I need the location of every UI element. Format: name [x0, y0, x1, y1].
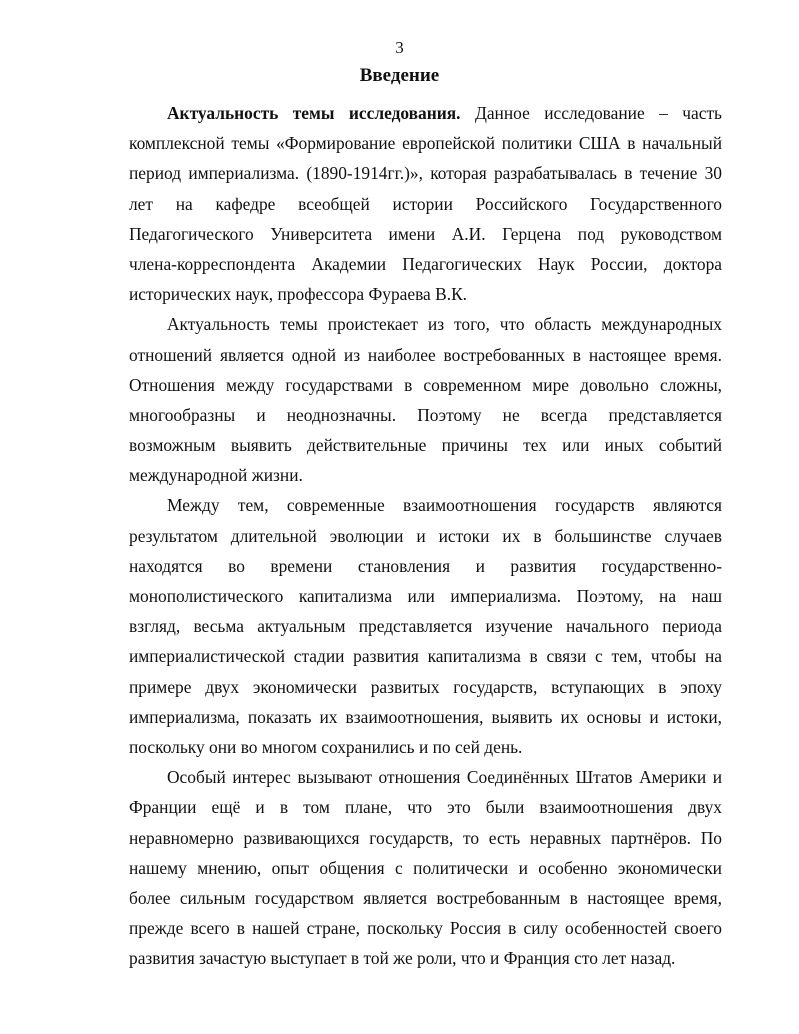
paragraph-line: члена-корреспондента Академии Педагогических Наук России, доктора — [129, 253, 722, 274]
paragraph-line: неравномерно развивающихся государств, то есть неравных партнёров. По — [129, 827, 722, 848]
paragraph-line: Особый интерес вызывают отношения Соединённых Штатов Америки и — [167, 767, 722, 788]
paragraph-line: исторических наук, профессора Фураева В.К. — [129, 284, 468, 305]
paragraph-line: Актуальность темы проистекает из того, что область международных — [167, 314, 722, 335]
paragraph-line: находятся во времени становления и развития государственно- — [129, 555, 722, 576]
paragraph-line: взгляд, весьма актуальным представляется изучение начального периода — [129, 616, 722, 637]
paragraph-line: лет на кафедре всеобщей истории Российского Государственного — [129, 193, 722, 214]
paragraph-line: результатом длительной эволюции и истоки их в большинстве случаев — [129, 525, 722, 546]
paragraph-line: Отношения между государствами в современном мире довольно сложны, — [129, 374, 722, 395]
paragraph-line: международной жизни. — [129, 465, 303, 486]
paragraph-3 — [129, 490, 722, 762]
paragraph-line: развития зачастую выступает в той же роли, что и Франция сто лет назад. — [129, 948, 676, 969]
paragraph-2 — [129, 309, 722, 490]
paragraph-1 — [129, 98, 722, 309]
paragraph-line: возможным выявить действительные причины тех или иных событий — [129, 435, 722, 456]
paragraph-4 — [129, 762, 722, 973]
paragraph-line: империалистической стадии развития капитализма в связи с тем, чтобы на — [129, 646, 722, 667]
paragraph-line: многообразны и неоднозначны. Поэтому не всегда представляется — [129, 404, 722, 425]
paragraph-line: Между тем, современные взаимоотношения государств являются — [167, 495, 722, 516]
paragraph-line: Франции ещё и в том плане, что это были взаимоотношения двух — [129, 797, 722, 818]
paragraph-line: монополистического капитализма или империализма. Поэтому, на наш — [129, 586, 722, 606]
paragraph-line: империализма, показать их взаимоотношения, выявить их основы и истоки, — [129, 706, 722, 727]
document-body — [129, 98, 722, 973]
paragraph-line: поскольку они во многом сохранились и по сей день. — [129, 736, 523, 757]
paragraph-line: период империализма. (1890-1914гг.)», которая разрабатывалась в течение 30 — [129, 163, 722, 184]
paragraph-line: Актуальность темы исследования. Данное исследование – часть — [167, 103, 722, 123]
paragraph-line: нашему мнению, опыт общения с политически и особенно экономически — [129, 857, 722, 878]
section-heading: Введение — [359, 65, 440, 86]
paragraph-line: отношений является одной из наиболее востребованных в настоящее время. — [129, 344, 722, 365]
paragraph-line: прежде всего в нашей стране, поскольку Россия в силу особенностей своего — [129, 918, 722, 939]
paragraph-line: комплексной темы «Формирование европейской политики США в начальный — [129, 133, 722, 154]
paragraph-line: Педагогического Университета имени А.И. Герцена под руководством — [129, 223, 722, 244]
page-number: 3 — [395, 38, 404, 57]
paragraph-line: более сильным государством является востребованным в настоящее время, — [129, 887, 722, 908]
paragraph-lead: Актуальность темы исследования. — [167, 103, 461, 123]
paragraph-line: примере двух экономически развитых государств, вступающих в эпоху — [129, 676, 722, 697]
